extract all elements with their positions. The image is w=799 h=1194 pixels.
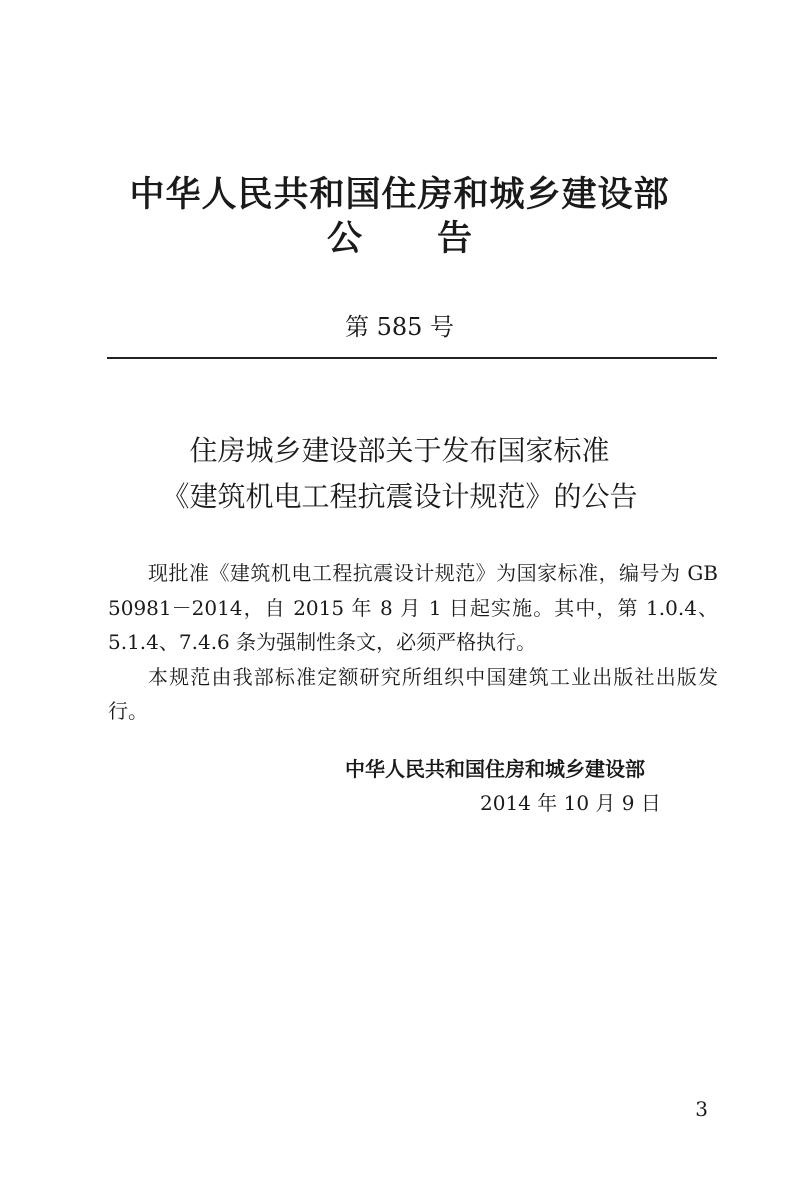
issuing-agency: 中华人民共和国住房和城乡建设部 — [129, 175, 670, 215]
announcement-title — [0, 428, 799, 520]
document-type: 公告 — [326, 219, 547, 259]
body-paragraph-1: 现批准《建筑机电工程抗震设计规范》为国家标准，编号为 GB 50981－2014，自 2015 年 8 月 1 日起实施。其中，第 1.0.4、5.1.4、7.4.6 条为强制性条文，必须严格执行。 — [108, 561, 718, 654]
announcement-body — [108, 556, 718, 729]
title-line-1: 住房城乡建设部关于发布国家标准 — [189, 434, 610, 467]
signature-date: 2014 年 10 月 9 日 — [480, 791, 661, 815]
page-number: 3 — [695, 1097, 708, 1121]
header-divider — [107, 357, 717, 359]
document-number: 第 585 号 — [344, 313, 455, 341]
signature-agency: 中华人民共和国住房和城乡建设部 — [345, 757, 645, 781]
body-paragraph-2: 本规范由我部标准定额研究所组织中国建筑工业出版社出版发行。 — [108, 664, 718, 723]
title-line-2: 《建筑机电工程抗震设计规范》的公告 — [161, 480, 638, 513]
